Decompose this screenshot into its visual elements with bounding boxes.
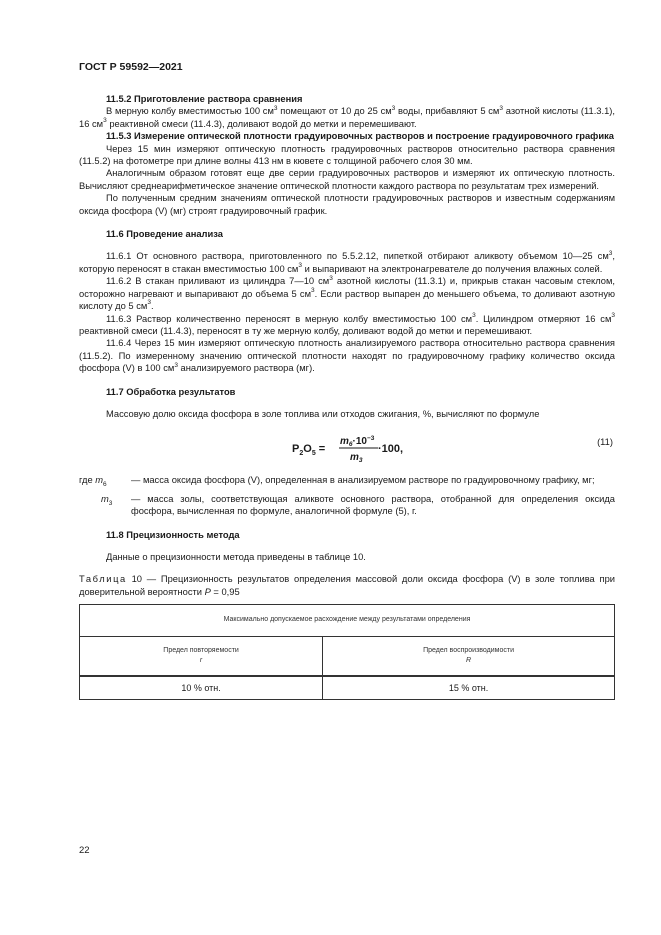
- heading-11-8: 11.8 Прецизионность метода: [106, 529, 240, 540]
- legend-text: — масса золы, соответствующая аликвоте основного раствора, отобранной для определения оксида фосфора, вычисленная по формуле, аналогичной формуле (5), г.: [131, 493, 615, 517]
- formula-image: [292, 432, 412, 464]
- table-header-main: Максимально допускаемое расхождение между результатами определения: [80, 605, 615, 637]
- table-caption: Таблица 10 — Прецизионность результатов определения массовой доли оксида фосфора (V) в золе топлива при доверительной вероятности P = 0,95: [79, 574, 615, 597]
- paragraph-11-8: Данные о прецизионности метода приведены в таблице 10.: [106, 551, 366, 562]
- legend-item-m6: [79, 474, 615, 489]
- svg-text:m6·10−3: $m_6\cdot 10^{-3}$: [340, 435, 375, 449]
- document-id: ГОСТ Р 59592—2021: [79, 61, 183, 73]
- paragraph-11-6-1: 11.6.1 От основного раствора, приготовленного по 5.5.2.12, пипеткой отбирают аликвоту объемом 10—25 $см^3$, которую переносят в стакан вместимостью 100 $см^3$ и выпаривают на электронагревателе до получения влажных солей.: [79, 249, 615, 274]
- legend-symbol: $m_3$: [101, 493, 113, 507]
- formula-number: (11): [597, 437, 613, 448]
- formula-legend: [79, 474, 615, 517]
- page-number: 22: [79, 845, 90, 856]
- paragraph-11-5-3-b: Аналогичным образом готовят еще две серии градуировочных растворов и измеряют их оптическую плотность. Вычисляют среднеарифметическое значение оптической плотности каждого раствора по результатам трех измерений.: [79, 168, 615, 191]
- legend-symbol: где $m_6$: [79, 475, 107, 489]
- paragraph-11-5-3-c: По полученным средним значениям оптической плотности градуировочных растворов и известным содержаниям оксида фосфора (V) (мг) строят градуировочный график.: [79, 193, 615, 216]
- heading-11-6: 11.6 Проведение анализа: [106, 229, 223, 240]
- paragraph-11-6-2: 11.6.2 В стакан приливают из цилиндра 7—10 $см^3$ азотной кислоты (11.3.1) и, прикрыв стакан часовым стеклом, осторожно нагревают и выпаривают до объема 5 $см^3$. Если раствор выпарен до меньшего объема, то доливают азотную кислоту до 5 $см^3$.: [79, 274, 615, 312]
- paragraph-11-5-3-a: Через 15 мин измеряют оптическую плотность градуировочных растворов относительно раствора сравнения (11.5.2) на фотометре при длине волны 413 нм в кювете с толщиной рабочего слоя 30 мм.: [79, 143, 615, 167]
- heading-11-5-2: 11.5.2 Приготовление раствора сравнения: [106, 94, 303, 104]
- table-header-reproducibility: Предел воспроизводимости R: [323, 637, 615, 677]
- svg-text:·100,: ·100,: [378, 443, 404, 456]
- svg-text:m3: $m_3$: [350, 452, 363, 465]
- heading-11-5-3: 11.5.3 Измерение оптической плотности градуировочных растворов и построение градуировочного графика: [106, 131, 614, 142]
- precision-table: [79, 604, 615, 700]
- document-body: [79, 93, 615, 700]
- svg-text:P2O5 =: $P_2O_5$ =: [292, 443, 326, 458]
- table-cell-repeatability: 10 % отн.: [80, 676, 323, 700]
- paragraph-11-6-4: 11.6.4 Через 15 мин измеряют оптическую плотность анализируемого раствора относительно раствора сравнения (11.5.2). По измеренному значению оптической плотности находят по градуировочному графику количество оксида фосфора (V) в 100 $см^3$ анализируемого раствора (мг).: [79, 338, 615, 374]
- heading-11-7: 11.7 Обработка результатов: [106, 386, 236, 397]
- table-header-repeatability: Предел повторяемости r: [80, 637, 323, 677]
- legend-item-m3: [79, 493, 615, 518]
- legend-text: — масса оксида фосфора (V), определенная в анализируемом растворе по градуировочному графику, мг;: [131, 475, 595, 486]
- paragraph-11-6-3: 11.6.3 Раствор количественно переносят в мерную колбу вместимостью 100 $см^3$. Цилиндром отмеряют 16 $см^3$ реактивной смеси (11.4.3), переносят в ту же мерную колбу, доливают водой до метки и перемешивают.: [79, 311, 615, 336]
- formula-11: [79, 426, 615, 466]
- table-cell-reproducibility: 15 % отн.: [323, 676, 615, 700]
- paragraph-11-5-2: В мерную колбу вместимостью 100 $см^3$ помещают от 10 до 25 $см^3$ воды, прибавляют 5 $см^3$ азотной кислоты (11.3.1), 16 $см^3$ реактивной смеси (11.4.3), доливают водой до метки и перемешивают.: [79, 104, 615, 129]
- paragraph-11-7: Массовую долю оксида фосфора в золе топлива или отходов сжигания, %, вычисляют по формуле: [106, 408, 540, 419]
